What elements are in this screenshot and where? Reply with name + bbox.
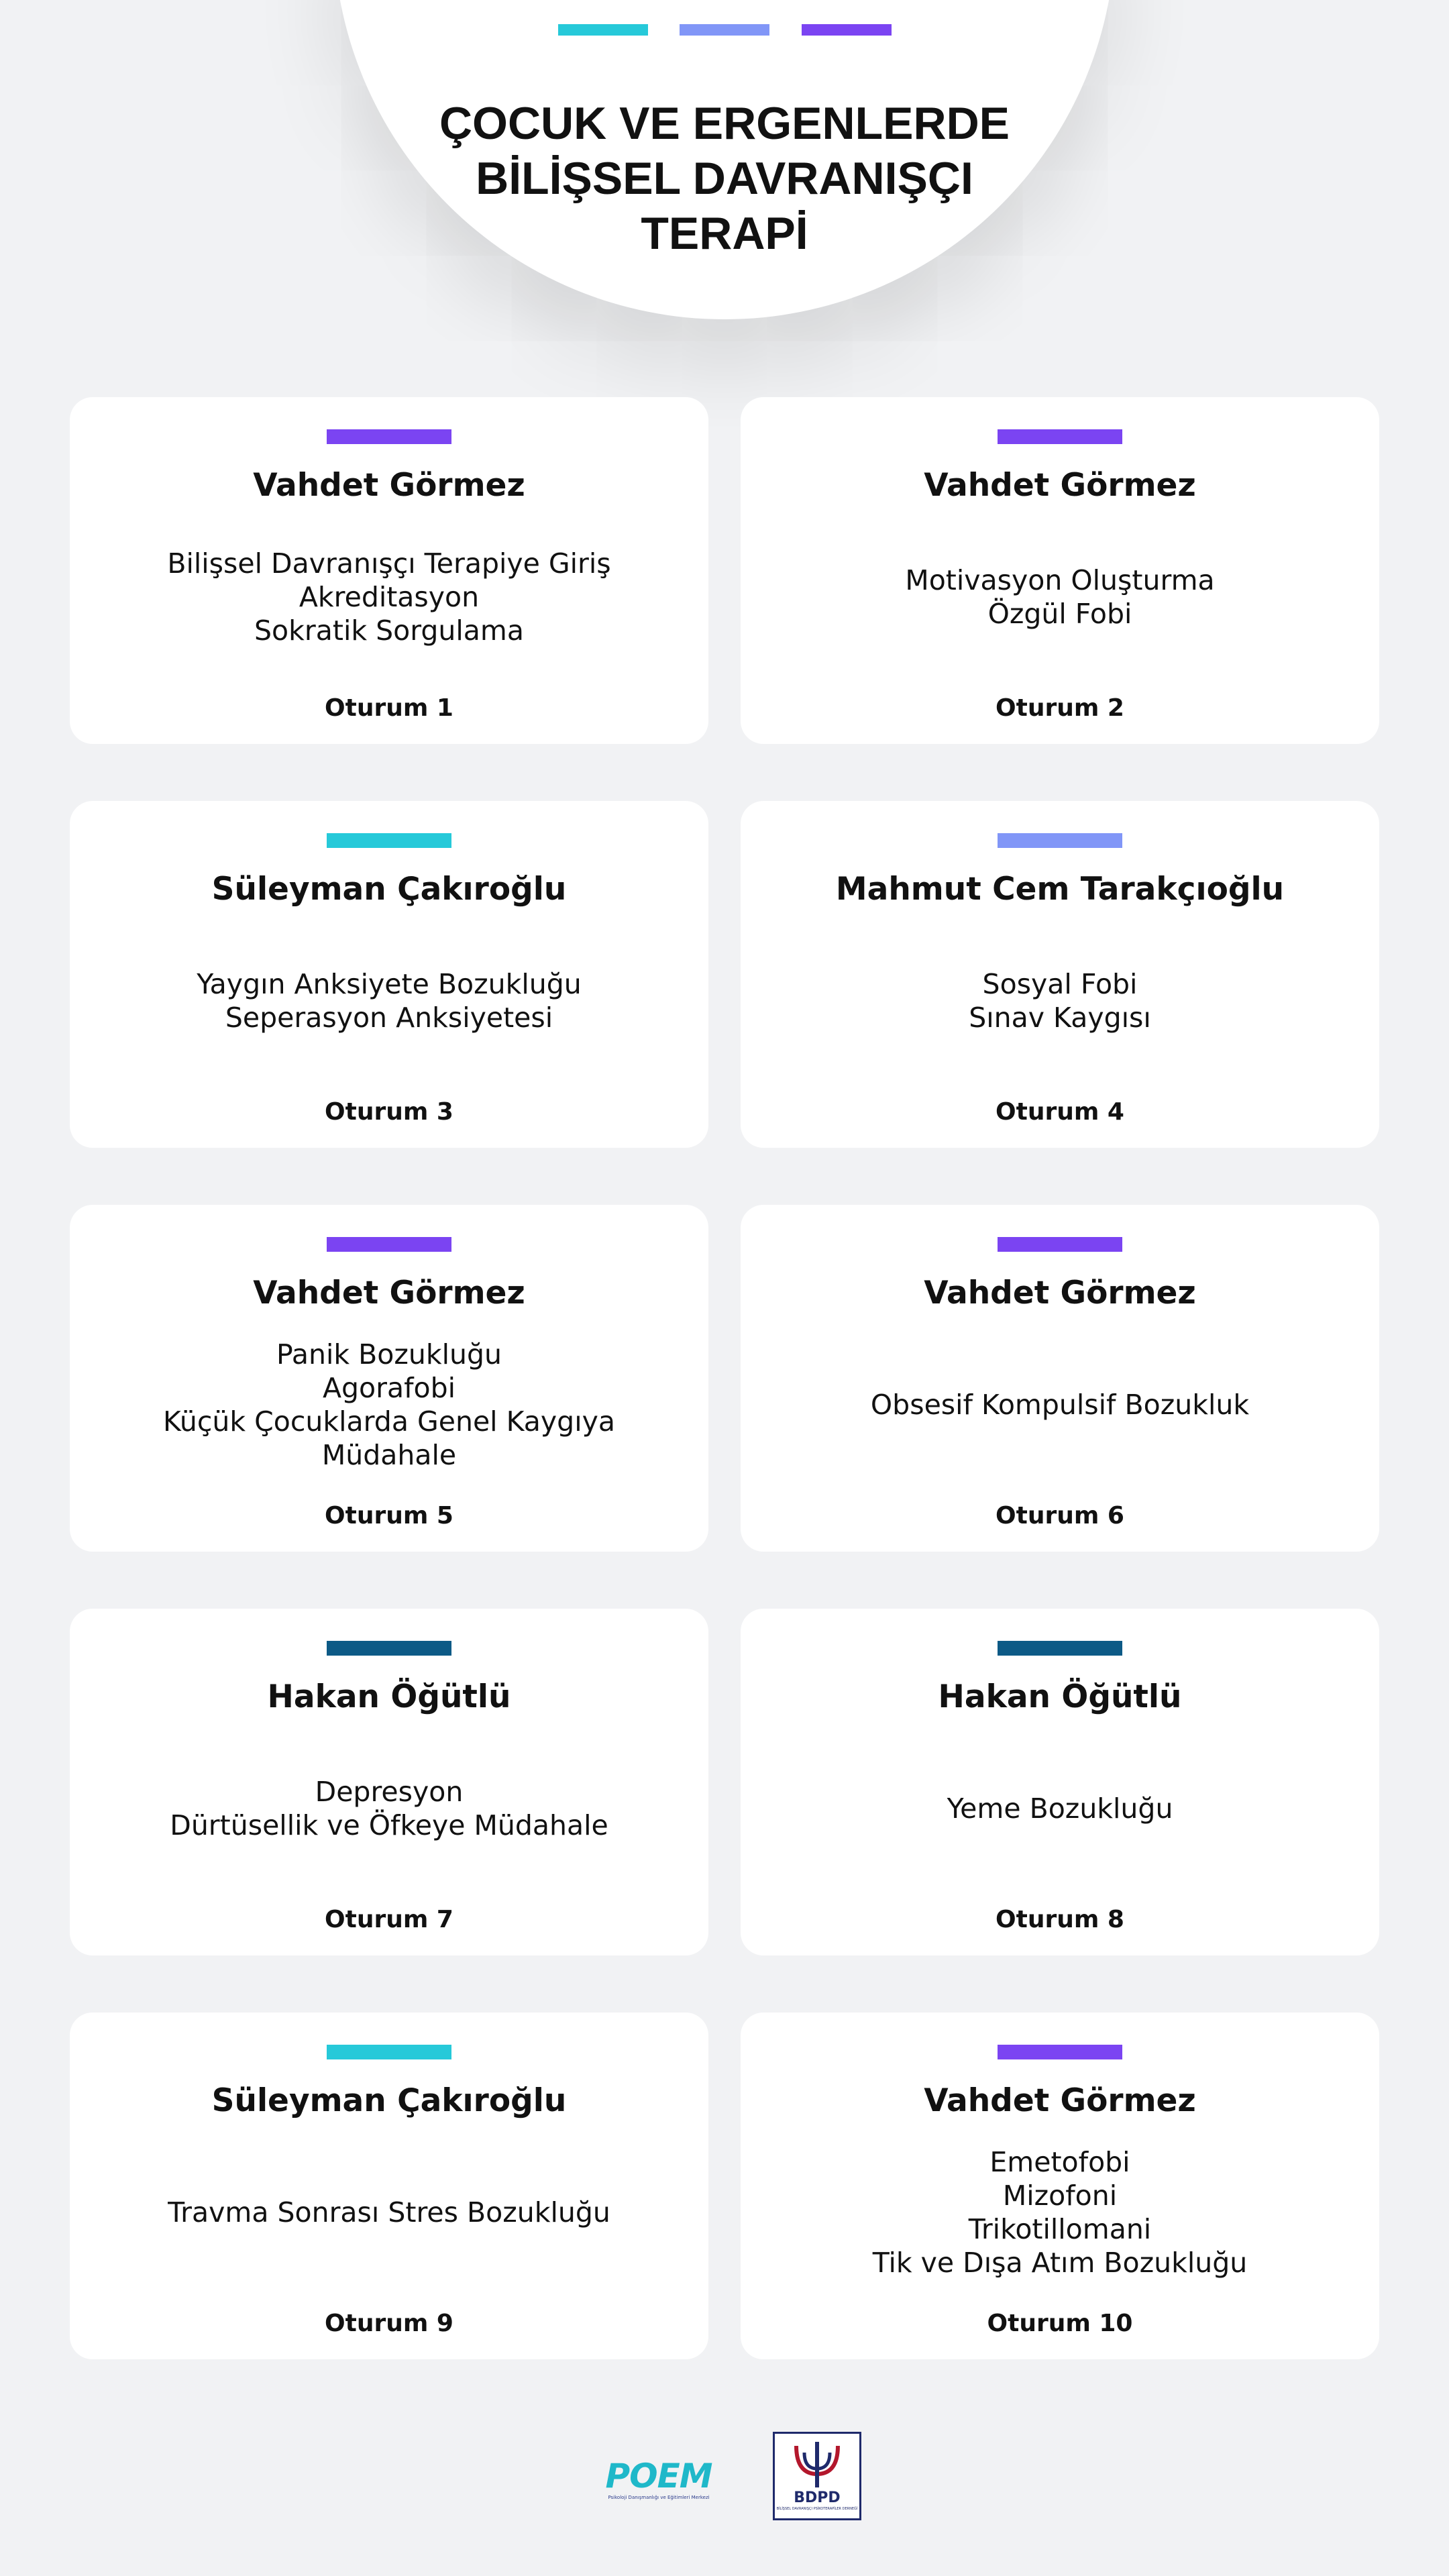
session-topic: Travma Sonrası Stres Bozukluğu [168,2196,610,2229]
session-accent-bar [327,1237,451,1252]
session-card [70,1609,708,1955]
session-topic: Müdahale [321,1439,457,1471]
session-topic: Depresyon [315,1776,464,1808]
session-card [70,1205,708,1552]
session-topic: Akreditasyon [299,581,480,613]
session-label: Oturum 4 [996,1098,1124,1126]
session-label: Oturum 1 [325,694,453,722]
session-label: Oturum 7 [325,1906,453,1933]
bdpd-logo [773,2432,861,2520]
session-label: Oturum 2 [996,694,1124,722]
session-topic: Mizofoni [1002,2180,1118,2212]
poem-logo-subtitle: Psikoloji Danışmanlığı ve Eğitimleri Merkezi [608,2495,710,2500]
session-accent-bar [327,2045,451,2059]
session-accent-bar [998,833,1122,848]
session-speaker: Vahdet Görmez [924,2082,1196,2119]
footer-logos [0,2428,1449,2522]
session-topic: Özgül Fobi [987,598,1132,630]
session-speaker: Mahmut Cem Tarakçıoğlu [835,871,1285,908]
session-topic: Trikotillomani [968,2213,1152,2245]
session-accent-bar [327,429,451,444]
session-label: Oturum 8 [996,1906,1124,1933]
session-accent-bar [327,833,451,848]
session-topic: Yeme Bozukluğu [947,1792,1173,1825]
session-topic: Tik ve Dışa Atım Bozukluğu [872,2247,1248,2279]
session-card [70,2012,708,2359]
session-accent-bar [998,2045,1122,2059]
psi-icon [792,2439,842,2489]
session-topic: Sokratik Sorgulama [254,614,524,647]
session-speaker: Süleyman Çakıroğlu [211,2082,567,2119]
session-topics [90,920,688,1081]
session-topics [761,2132,1359,2293]
session-topic: Panik Bozukluğu [276,1338,502,1371]
session-topics [761,517,1359,678]
session-label: Oturum 10 [987,2310,1133,2337]
session-topic: Yaygın Anksiyete Bozukluğu [197,968,582,1000]
session-accent-bar [327,1641,451,1656]
session-speaker: Vahdet Görmez [253,1275,525,1311]
bdpd-logo-subtitle: BİLİŞSEL DAVRANIŞÇI PSİKOTERAPİLER DERNEĞİ [776,2507,858,2511]
bdpd-logo-text: BDPD [794,2489,841,2506]
session-topic: Agorafobi [322,1372,456,1404]
session-topic: Sınav Kaygısı [969,1002,1151,1034]
session-topics [90,517,688,678]
session-topic: Seperasyon Anksiyetesi [225,1002,553,1034]
session-accent-bar [998,1641,1122,1656]
session-topics [90,1324,688,1485]
session-topic: Bilişsel Davranışçı Terapiye Giriş [167,547,611,580]
session-topic: Obsesif Kompulsif Bozukluk [870,1389,1250,1421]
session-speaker: Vahdet Görmez [924,1275,1196,1311]
session-topic: Dürtüsellik ve Öfkeye Müdahale [170,1809,608,1841]
poem-logo-text: POEM [605,2457,712,2496]
session-label: Oturum 6 [996,1502,1124,1529]
session-card [741,2012,1379,2359]
session-speaker: Vahdet Görmez [253,467,525,504]
session-card [741,397,1379,744]
session-card [70,801,708,1148]
session-label: Oturum 3 [325,1098,453,1126]
session-topics [761,920,1359,1081]
session-speaker: Süleyman Çakıroğlu [211,871,567,908]
session-topic: Motivasyon Oluşturma [905,564,1215,596]
session-card [741,801,1379,1148]
session-label: Oturum 9 [325,2310,453,2337]
session-topic: Küçük Çocuklarda Genel Kaygıya [163,1405,615,1438]
session-accent-bar [998,1237,1122,1252]
session-speaker: Hakan Öğütlü [938,1678,1182,1715]
session-topics [761,1324,1359,1485]
session-topics [761,1728,1359,1889]
session-topics [90,2132,688,2293]
session-topic: Sosyal Fobi [982,968,1138,1000]
session-speaker: Vahdet Görmez [924,467,1196,504]
session-card [741,1609,1379,1955]
page-title: ÇOCUK VE ERGENLERDE BİLİŞSEL DAVRANIŞÇI TERAPİ [439,98,1010,259]
session-card [741,1205,1379,1552]
poem-logo [594,2458,723,2505]
session-card [70,397,708,744]
session-speaker: Hakan Öğütlü [267,1678,511,1715]
session-topic: Emetofobi [989,2146,1130,2178]
session-label: Oturum 5 [325,1502,453,1529]
session-accent-bar [998,429,1122,444]
session-topics [90,1728,688,1889]
